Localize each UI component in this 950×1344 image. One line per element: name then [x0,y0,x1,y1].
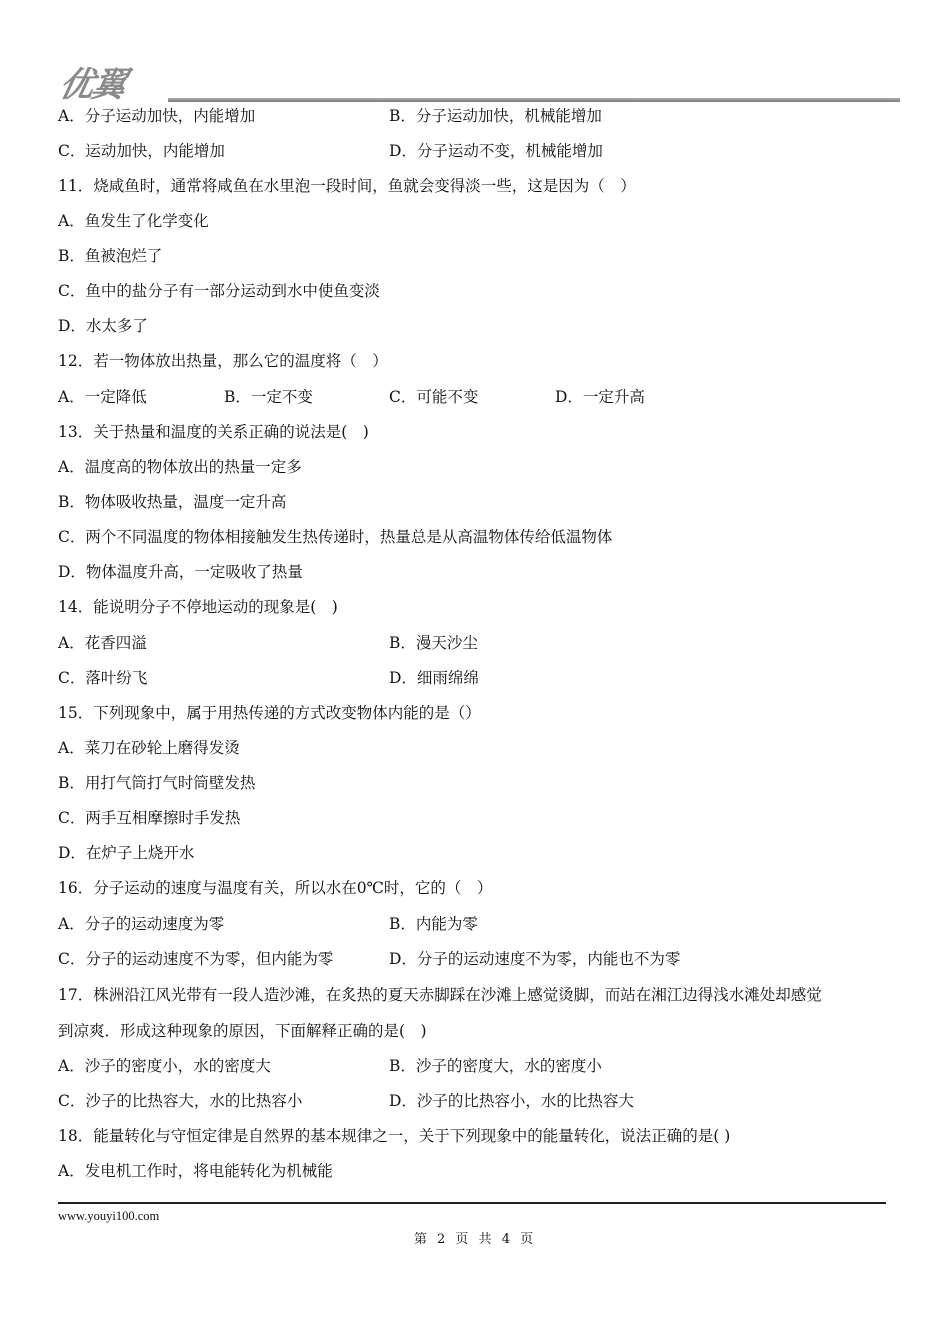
question-stem: 12．若一物体放出热量，那么它的温度将（ ） [58,352,388,370]
page-indicator: 第 2 页 共 4 页 [413,1232,537,1247]
option-d: D．分子的运动速度不为零，内能也不为零 [389,950,681,968]
option-c: C．两个不同温度的物体相接触发生热传递时，热量总是从高温物体传给低温物体 [58,528,613,546]
question-stem-line-2: 到凉爽．形成这种现象的原因，下面解释正确的是( ) [58,1022,427,1040]
option-a: A．分子的运动速度为零 [58,915,225,933]
option-b: B．一定不变 [224,388,313,406]
option-a: A．沙子的密度小，水的密度大 [58,1057,271,1075]
option-c: C．鱼中的盐分子有一部分运动到水中使鱼变淡 [58,282,380,300]
option-a: A．温度高的物体放出的热量一定多 [58,458,302,476]
option-d: D．物体温度升高，一定吸收了热量 [58,563,303,581]
option-c: C．落叶纷飞 [58,669,148,687]
youyi-logo: 优翼 [55,65,129,105]
option-d: D．细雨绵绵 [389,669,479,687]
option-b: B．分子运动加快，机械能增加 [389,107,602,125]
option-b: B．鱼被泡烂了 [58,247,163,265]
option-a: A．一定降低 [58,388,147,406]
option-c: C．可能不变 [389,388,479,406]
option-b: B．用打气筒打气时筒壁发热 [58,774,256,792]
option-a: A．鱼发生了化学变化 [58,212,209,230]
option-a: A．菜刀在砂轮上磨得发烫 [58,739,240,757]
question-stem: 18．能量转化与守恒定律是自然界的基本规律之一，关于下列现象中的能量转化，说法正确的是( ) [58,1127,731,1145]
header-divider [168,98,900,102]
question-stem-line-1: 17．株洲沿江风光带有一段人造沙滩，在炙热的夏天赤脚踩在沙滩上感觉烫脚，而站在湘江边得浅水滩处却感觉 [58,986,822,1004]
option-b: B．漫天沙尘 [389,634,478,652]
option-c: C．沙子的比热容大，水的比热容小 [58,1092,303,1110]
option-b: B．内能为零 [389,915,478,933]
option-d: D．在炉子上烧开水 [58,844,195,862]
footer-divider [58,1202,886,1204]
question-stem: 14．能说明分子不停地运动的现象是( ) [58,598,338,616]
question-stem: 16．分子运动的速度与温度有关，所以水在0℃时，它的（ ） [58,879,493,897]
option-d: D．一定升高 [555,388,645,406]
option-c: C．两手互相摩擦时手发热 [58,809,241,827]
question-stem: 13．关于热量和温度的关系正确的说法是( ) [58,423,369,441]
option-b: B．沙子的密度大，水的密度小 [389,1057,602,1075]
option-a: A．花香四溢 [58,634,147,652]
question-stem: 15．下列现象中，属于用热传递的方式改变物体内能的是（） [58,704,481,722]
option-d: D．分子运动不变，机械能增加 [389,142,603,160]
option-a: A．分子运动加快，内能增加 [58,107,256,125]
option-b: B．物体吸收热量，温度一定升高 [58,493,287,511]
option-d: D．沙子的比热容小，水的比热容大 [389,1092,634,1110]
question-stem: 11．烧咸鱼时，通常将咸鱼在水里泡一段时间，鱼就会变得淡一些，这是因为（ ） [58,177,636,195]
option-c: C．分子的运动速度不为零，但内能为零 [58,950,334,968]
option-c: C．运动加快，内能增加 [58,142,225,160]
option-d: D．水太多了 [58,317,148,335]
footer-website-link[interactable]: www.youyi100.com [58,1209,160,1223]
option-a: A．发电机工作时，将电能转化为机械能 [58,1162,333,1180]
